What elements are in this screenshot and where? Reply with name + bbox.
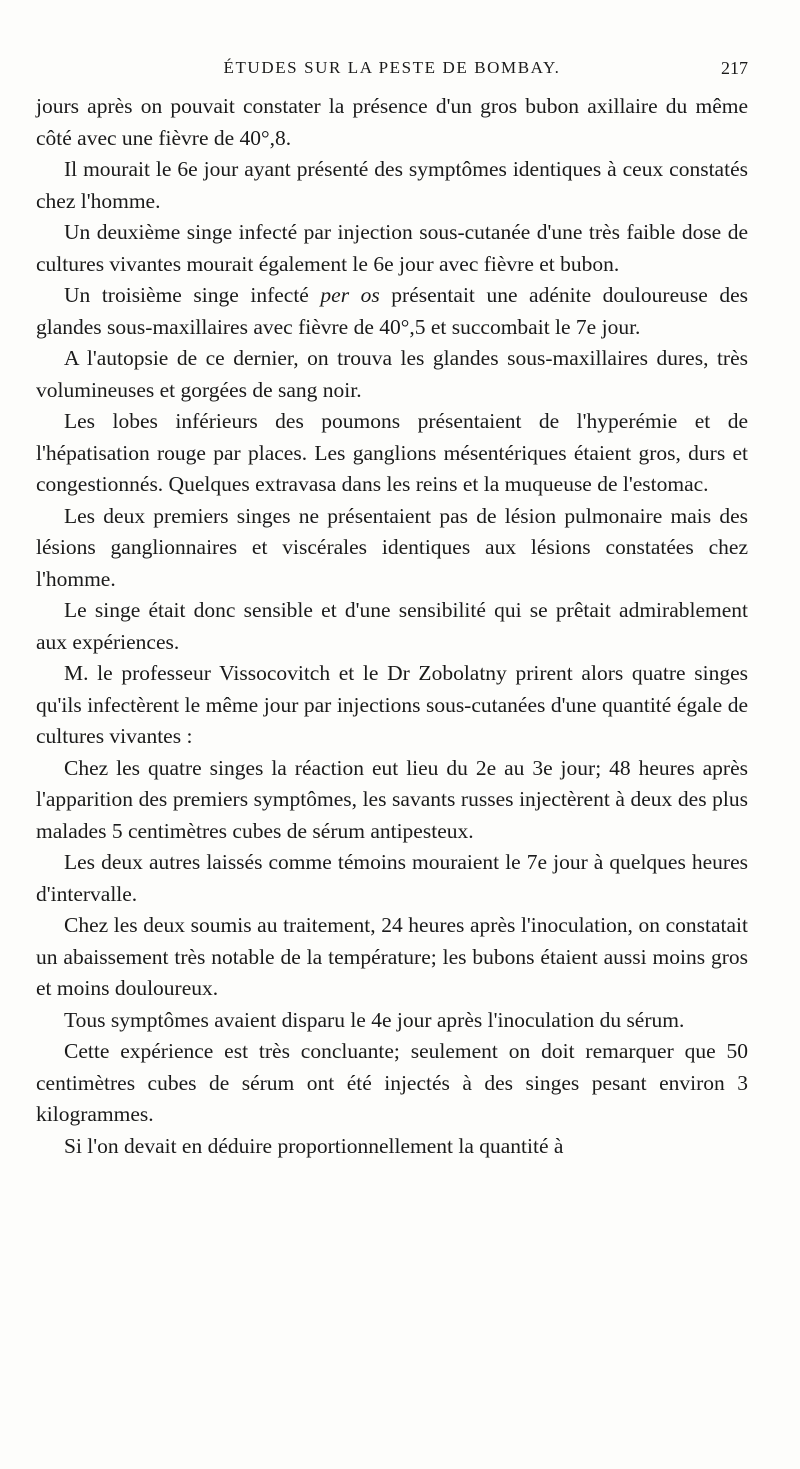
paragraph-4 [36,280,748,343]
paragraph-9: M. le professeur Vissocovitch et le Dr Zobolatny prirent alors quatre singes qu'ils infectèrent le même jour par injections sous-cutanées d'une quantité égale de cultures vivantes : [36,661,748,748]
paragraph-14: Cette expérience est très concluante; seulement on doit remarquer que 50 centimètres cubes de sérum ont été injectés à des singes pesant environ 3 kilogrammes. [36,1039,748,1126]
paragraph-4-end: présentait une adénite douloureuse des glandes sous-maxillaires avec fièvre de 40°,5 et succombait le 7e jour. [36,283,748,339]
paragraph-4-start: Un troisième singe infecté [64,283,321,307]
paragraph-13: Tous symptômes avaient disparu le 4e jour après l'inoculation du sérum. [64,1007,685,1032]
paragraph-11: Les deux autres laissés comme témoins mouraient le 7e jour à quelques heures d'intervalle. [36,850,748,906]
body-text [36,91,748,1162]
running-title: ÉTUDES SUR LA PESTE DE BOMBAY. [223,58,561,77]
italic-per-os: per os [320,283,380,307]
paragraph-15: Si l'on devait en déduire proportionnellement la quantité à [64,1133,564,1158]
paragraph-3: Un deuxième singe infecté par injection sous-cutanée d'une très faible dose de cultures vivantes mourait également le 6e jour avec fièvre et bubon. [36,220,748,276]
paragraph-10: Chez les quatre singes la réaction eut lieu du 2e au 3e jour; 48 heures après l'apparition des premiers symptômes, les savants russes injectèrent à deux des plus malades 5 centimètres cubes de sérum antipesteux. [36,755,748,843]
paragraph-7: Les deux premiers singes ne présentaient pas de lésion pulmonaire mais des lésions ganglionnaires et viscérales identiques aux lésions constatées chez l'homme. [36,503,748,591]
page-number: 217 [721,58,748,78]
paragraph-1: jours après on pouvait constater la présence d'un gros bubon axillaire du même côté avec une fièvre de 40°,8. [36,94,748,150]
paragraph-2: Il mourait le 6e jour ayant présenté des symptômes identiques à ceux constatés chez l'homme. [36,157,748,213]
paragraph-8: Le singe était donc sensible et d'une sensibilité qui se prêtait admirablement aux expériences. [36,598,748,654]
paragraph-5: A l'autopsie de ce dernier, on trouva les glandes sous-maxillaires dures, très volumineuses et gorgées de sang noir. [36,346,748,402]
paragraph-12: Chez les deux soumis au traitement, 24 heures après l'inoculation, on constatait un abaissement très notable de la température; les bubons étaient aussi moins gros et moins douloureux. [36,913,748,1000]
running-head [36,58,748,84]
paragraph-6: Les lobes inférieurs des poumons présentaient de l'hyperémie et de l'hépatisation rouge par places. Les ganglions mésentériques étaient gros, durs et congestionnés. Quelques extravasa dans les reins et la muqueuse de l'estomac. [36,409,748,496]
